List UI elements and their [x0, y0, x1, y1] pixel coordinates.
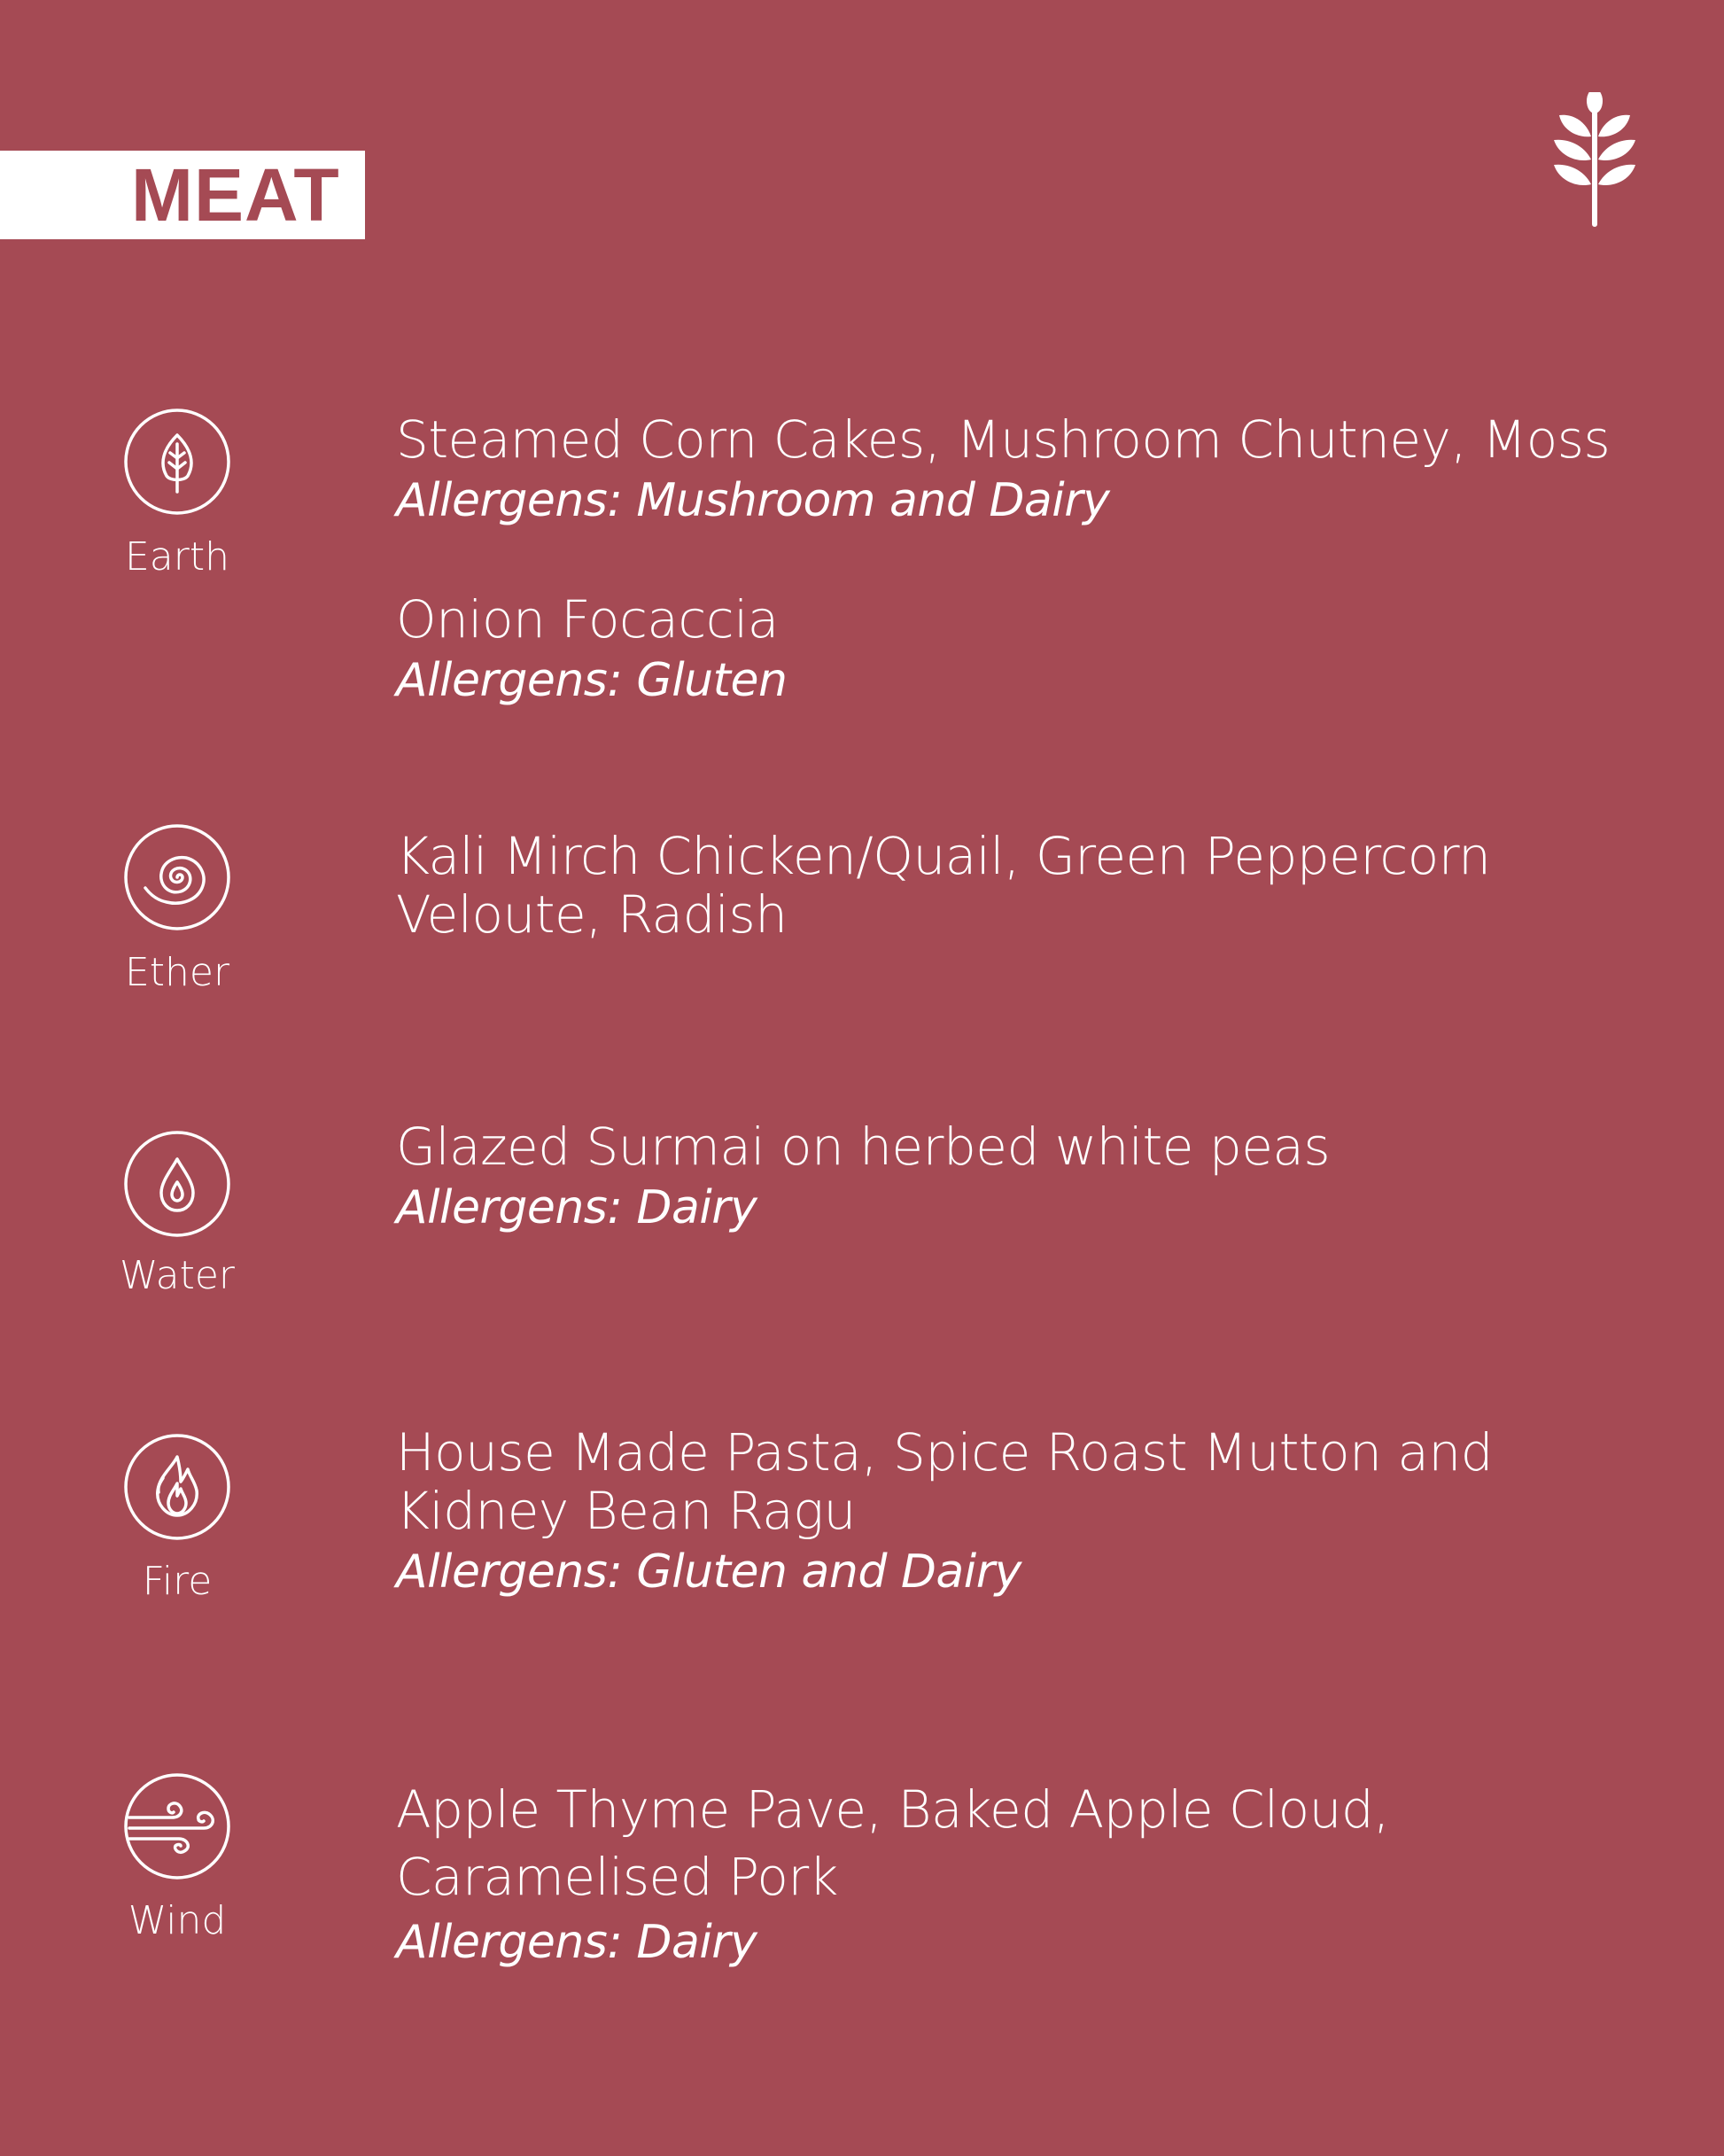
dish-item	[396, 827, 1636, 944]
dish-allergens: Allergens: Dairy	[396, 1916, 757, 1969]
spiral-icon	[122, 822, 232, 932]
dish-allergens: Allergens: Gluten	[396, 654, 788, 707]
section-title-bar	[0, 151, 365, 239]
dish-allergens: Allergens: Gluten and Dairy	[396, 1545, 1021, 1599]
dish-name: Onion Focaccia	[396, 589, 779, 650]
element-label-wind: Wind	[128, 1898, 227, 1943]
dish-name: Steamed Corn Cakes, Mushroom Chutney, Moss	[396, 409, 1611, 470]
dish-name: Glazed Surmai on herbed white peas	[396, 1117, 1331, 1177]
dish-item	[396, 1117, 1636, 1240]
dish-name: Apple Thyme Pave, Baked Apple Cloud, Caramelised Pork	[396, 1779, 1390, 1907]
leaf-icon	[122, 407, 232, 517]
element-label-fire: Fire	[142, 1559, 213, 1604]
dish-name: Kali Mirch Chicken/Quail, Green Peppercorn Veloute, Radish	[396, 826, 1491, 945]
flame-icon	[122, 1432, 232, 1542]
dish-item	[396, 1423, 1636, 1604]
dish-item	[396, 1776, 1636, 1974]
leaf-branch-icon	[1552, 92, 1637, 227]
dish-item	[396, 410, 1636, 533]
wind-icon	[122, 1771, 232, 1881]
dish-allergens: Allergens: Mushroom and Dairy	[396, 474, 1110, 527]
dish-name: House Made Pasta, Spice Roast Mutton and Kidney Bean Ragu	[396, 1422, 1493, 1541]
water-drop-icon	[122, 1129, 232, 1239]
section-title: MEAT	[131, 153, 340, 237]
dish-item	[396, 590, 1636, 712]
element-label-ether: Ether	[124, 950, 230, 995]
element-label-earth: Earth	[125, 534, 229, 580]
dish-allergens: Allergens: Dairy	[396, 1181, 757, 1234]
element-label-water: Water	[119, 1253, 236, 1298]
